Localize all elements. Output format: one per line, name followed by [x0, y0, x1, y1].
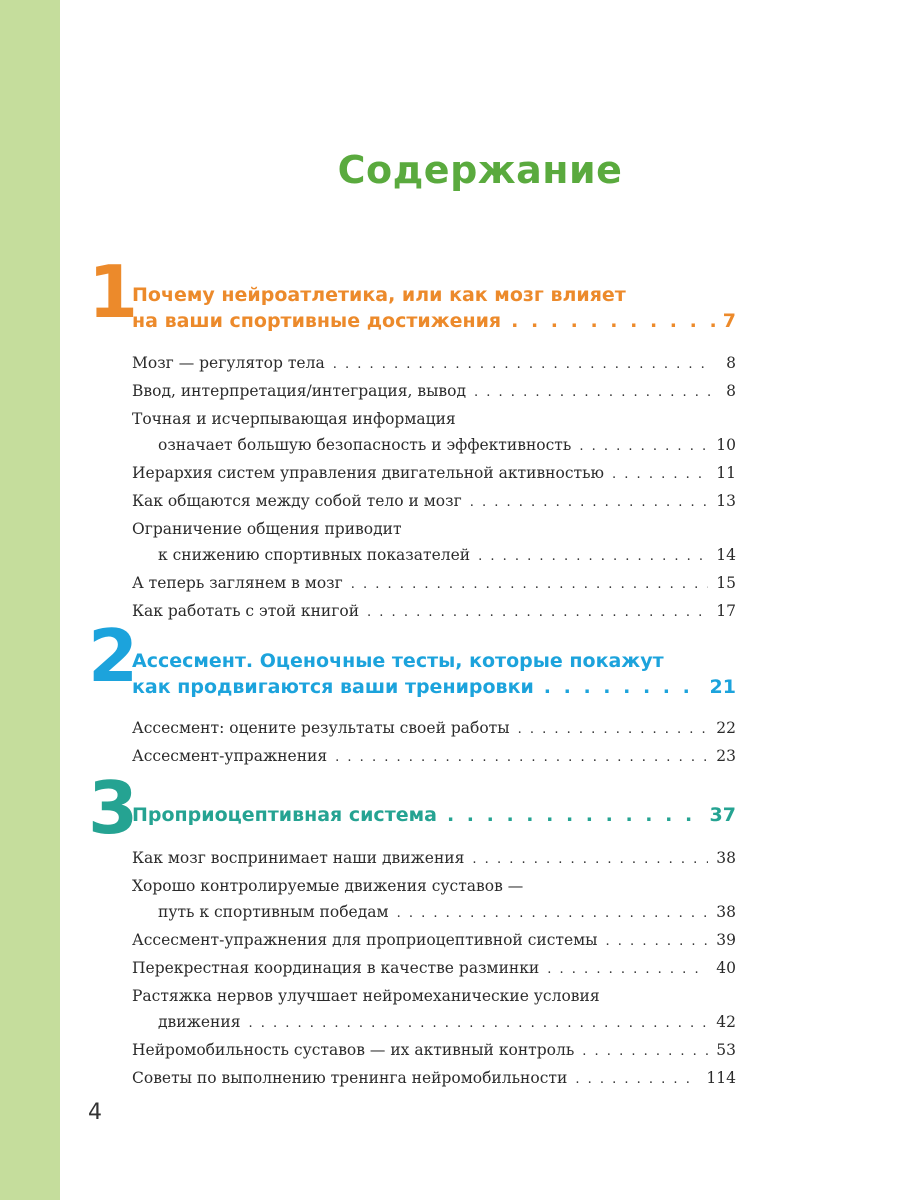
entry-page: 10 [716, 436, 736, 454]
entry-title-cont: к снижению спортивных показателей [158, 546, 471, 564]
entry-page: 14 [716, 546, 736, 564]
page-title: Содержание [337, 148, 623, 192]
chapter-number: 2 [88, 614, 139, 698]
toc-entry-line1[interactable] [132, 983, 736, 1009]
entry-title: Как работать с этой книгой [132, 602, 360, 620]
chapter-number: 3 [88, 766, 139, 850]
dot-leader [351, 572, 709, 598]
entry-page: 114 [706, 1069, 736, 1087]
entry-title: А теперь заглянем в мозг [132, 574, 343, 592]
dot-leader [397, 901, 709, 927]
entry-page: 22 [716, 719, 736, 737]
toc-entry[interactable] [132, 845, 736, 873]
chapter-1[interactable] [88, 250, 736, 336]
entry-title: Нейромобильность суставов — их активный контроль [132, 1041, 575, 1059]
dot-leader [518, 717, 709, 743]
dot-leader [606, 929, 709, 955]
toc-entry[interactable] [132, 1037, 736, 1065]
chapter-title-line2: как продвигаются ваши тренировки [132, 676, 534, 698]
entry-page: 42 [716, 1013, 736, 1031]
dot-leader [582, 1039, 708, 1065]
page-number: 4 [88, 1100, 102, 1125]
toc-entry-line1[interactable] [132, 406, 736, 432]
entry-title-cont: путь к спортивным победам [158, 903, 389, 921]
dot-leader [612, 462, 708, 488]
dot-leader [547, 957, 708, 983]
entry-title: Ввод, интерпретация/интеграция, вывод [132, 382, 467, 400]
dot-leader [579, 434, 708, 460]
entry-title-cont: движения [158, 1013, 241, 1031]
entry-page: 40 [716, 959, 736, 977]
entry-page: 13 [716, 492, 736, 510]
entry-title: Иерархия систем управления двигательной активностью [132, 464, 605, 482]
entry-title: Как общаются между собой тело и мозг [132, 492, 462, 510]
toc-entry[interactable] [132, 899, 736, 927]
entry-title: Ограничение общения приводит [132, 520, 402, 538]
chapter-page: 21 [709, 676, 736, 698]
chapter-title-line1: Ассесмент. Оценочные тесты, которые покажут [132, 650, 664, 672]
chapter-title-line2-row [132, 308, 736, 334]
chapter-page: 7 [722, 310, 736, 332]
toc-entry[interactable] [132, 488, 736, 516]
toc-entry[interactable] [132, 1009, 736, 1037]
toc-entry[interactable] [132, 715, 736, 743]
entry-page: 53 [716, 1041, 736, 1059]
entry-title: Советы по выполнению тренинга нейромобильности [132, 1069, 568, 1087]
entry-page: 38 [716, 903, 736, 921]
chapter-title-line1: Почему нейроатлетика, или как мозг влияет [132, 284, 626, 306]
chapter-2-entries [132, 715, 736, 771]
chapter-heading [132, 648, 736, 700]
dot-leader [335, 745, 708, 771]
dot-leader [470, 490, 709, 516]
entry-title-cont: означает большую безопасность и эффективность [158, 436, 572, 454]
chapter-page: 37 [709, 804, 736, 826]
toc-entry[interactable] [132, 378, 736, 406]
entry-title: Точная и исчерпывающая информация [132, 410, 456, 428]
entry-page: 23 [716, 747, 736, 765]
toc-entry[interactable] [132, 927, 736, 955]
dot-leader [472, 847, 708, 873]
entry-page: 11 [716, 464, 736, 482]
toc-entry[interactable] [132, 955, 736, 983]
toc-entry-line1[interactable] [132, 516, 736, 542]
entry-title: Как мозг воспринимает наши движения [132, 849, 465, 867]
entry-title: Перекрестная координация в качестве разминки [132, 959, 540, 977]
dot-leader [333, 352, 710, 378]
entry-page: 15 [716, 574, 736, 592]
toc-entry[interactable] [132, 1065, 736, 1093]
entry-page: 17 [716, 602, 736, 620]
chapter-1-entries [132, 350, 736, 626]
sidebar-strip [0, 0, 60, 1200]
entry-page: 8 [726, 354, 736, 372]
chapter-heading [132, 282, 736, 334]
entry-title: Ассесмент-упражнения для проприоцептивной системы [132, 931, 598, 949]
dot-leader [248, 1011, 708, 1037]
chapter-title-line2-row [132, 674, 736, 700]
entry-page: 38 [716, 849, 736, 867]
chapter-2[interactable] [88, 614, 736, 700]
entry-title: Мозг — регулятор тела [132, 354, 325, 372]
chapter-heading [132, 802, 736, 828]
toc-entry[interactable] [132, 432, 736, 460]
dot-leader [478, 544, 708, 570]
chapter-title-row [132, 802, 736, 828]
entry-page: 8 [726, 382, 736, 400]
entry-title: Хорошо контролируемые движения суставов — [132, 877, 524, 895]
chapter-number: 1 [88, 250, 139, 334]
toc-entry-line1[interactable] [132, 873, 736, 899]
chapter-title-line1: Проприоцептивная система [132, 804, 437, 826]
dot-leader [575, 1067, 698, 1093]
toc-entry[interactable] [132, 542, 736, 570]
entry-title: Ассесмент-упражнения [132, 747, 328, 765]
chapter-title-line2: на ваши спортивные достижения [132, 310, 502, 332]
toc-entry[interactable] [132, 460, 736, 488]
entry-title: Ассесмент: оцените результаты своей работы [132, 719, 510, 737]
entry-page: 39 [716, 931, 736, 949]
toc-entry[interactable] [132, 743, 736, 771]
toc-entry[interactable] [132, 570, 736, 598]
chapter-3[interactable] [88, 766, 736, 850]
toc-entry[interactable] [132, 350, 736, 378]
dot-leader [511, 308, 715, 334]
dot-leader [447, 802, 702, 828]
dot-leader [544, 674, 702, 700]
entry-title: Растяжка нервов улучшает нейромеханические условия [132, 987, 600, 1005]
chapter-3-entries [132, 845, 736, 1093]
dot-leader [474, 380, 710, 406]
